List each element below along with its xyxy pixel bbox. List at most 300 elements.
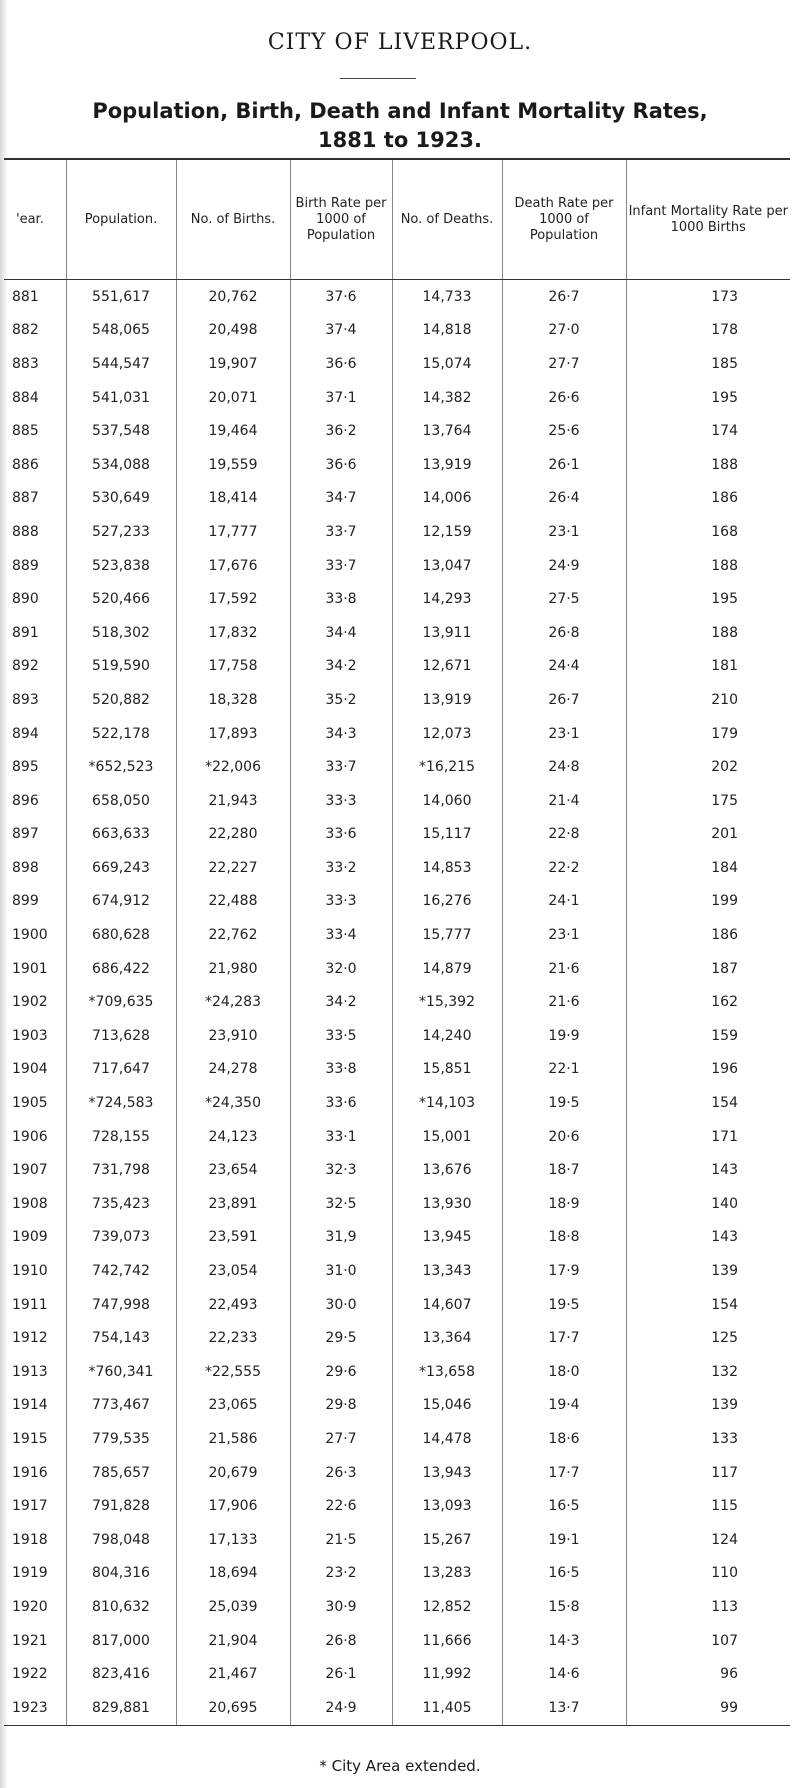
table-row [4, 1456, 790, 1490]
deaths-cell: 16,276 [392, 885, 502, 919]
death-rate-cell: 18·6 [502, 1422, 626, 1456]
infant-mortality-cell: 115 [711, 1498, 738, 1515]
infant-mortality-cell: 186 [711, 927, 738, 944]
table-row [4, 1120, 790, 1154]
deaths-cell: 13,919 [392, 683, 502, 717]
population-cell: 754,143 [66, 1321, 176, 1355]
population-cell: 519,590 [66, 650, 176, 684]
col-header-deaths: No. of Deaths. [392, 159, 502, 280]
year-cell: 897 [4, 818, 66, 852]
population-cell: 520,466 [66, 582, 176, 616]
births-cell: 23,054 [176, 1254, 290, 1288]
year-cell: 1901 [4, 952, 66, 986]
birth-rate-cell: 33·6 [290, 1086, 392, 1120]
population-cell: 534,088 [66, 448, 176, 482]
table-header-row [4, 159, 790, 280]
birth-rate-cell: 33·3 [290, 885, 392, 919]
death-rate-cell: 18·0 [502, 1355, 626, 1389]
births-cell: 22,227 [176, 851, 290, 885]
deaths-cell: 14,607 [392, 1288, 502, 1322]
death-rate-cell: 25·6 [502, 414, 626, 448]
population-cell: 551,617 [66, 280, 176, 314]
year-cell: 893 [4, 683, 66, 717]
birth-rate-cell: 34·4 [290, 616, 392, 650]
table-row [4, 1221, 790, 1255]
infant-mortality-cell: 132 [711, 1363, 738, 1380]
deaths-cell: 13,930 [392, 1187, 502, 1221]
table-row [4, 885, 790, 919]
infant-mortality-cell: 171 [711, 1128, 738, 1145]
page-title [0, 97, 800, 155]
infant-mortality-cell: 139 [711, 1263, 738, 1280]
year-cell: 1922 [4, 1657, 66, 1691]
birth-rate-cell: 33·7 [290, 515, 392, 549]
deaths-cell: 15,267 [392, 1523, 502, 1557]
birth-rate-cell: 34·3 [290, 717, 392, 751]
death-rate-cell: 19·5 [502, 1288, 626, 1322]
birth-rate-cell: 23·2 [290, 1557, 392, 1591]
year-cell: 885 [4, 414, 66, 448]
death-rate-cell: 27·0 [502, 314, 626, 348]
table-row [4, 1691, 790, 1725]
population-cell: 537,548 [66, 414, 176, 448]
deaths-cell: 13,364 [392, 1321, 502, 1355]
deaths-cell: 14,879 [392, 952, 502, 986]
deaths-cell: 12,159 [392, 515, 502, 549]
death-rate-cell: 24·8 [502, 750, 626, 784]
population-cell: 798,048 [66, 1523, 176, 1557]
population-cell: 747,998 [66, 1288, 176, 1322]
table-row [4, 1624, 790, 1658]
population-cell: 527,233 [66, 515, 176, 549]
births-cell: 17,133 [176, 1523, 290, 1557]
deaths-cell: 14,818 [392, 314, 502, 348]
infant-mortality-cell: 154 [711, 1095, 738, 1112]
infant-mortality-cell: 196 [711, 1061, 738, 1078]
birth-rate-cell: 37·6 [290, 280, 392, 314]
births-cell: *24,350 [176, 1086, 290, 1120]
population-cell: 810,632 [66, 1590, 176, 1624]
deaths-cell: 15,046 [392, 1389, 502, 1423]
death-rate-cell: 22·2 [502, 851, 626, 885]
infant-mortality-cell: 186 [711, 490, 738, 507]
year-cell: 889 [4, 549, 66, 583]
year-cell: 1923 [4, 1691, 66, 1725]
population-cell: 785,657 [66, 1456, 176, 1490]
table-row [4, 717, 790, 751]
death-rate-cell: 20·6 [502, 1120, 626, 1154]
table-row [4, 750, 790, 784]
infant-mortality-cell: 99 [626, 1691, 790, 1725]
year-cell: 1904 [4, 1053, 66, 1087]
year-cell: 1906 [4, 1120, 66, 1154]
death-rate-cell: 18·9 [502, 1187, 626, 1221]
table-row [4, 1523, 790, 1557]
deaths-cell: 13,283 [392, 1557, 502, 1591]
population-cell: 804,316 [66, 1557, 176, 1591]
deaths-cell: 14,006 [392, 482, 502, 516]
deaths-cell: *15,392 [392, 985, 502, 1019]
death-rate-cell: 22·1 [502, 1053, 626, 1087]
births-cell: 17,832 [176, 616, 290, 650]
table-row [4, 448, 790, 482]
birth-rate-cell: 31,9 [290, 1221, 392, 1255]
table-row [4, 683, 790, 717]
year-cell: 1915 [4, 1422, 66, 1456]
births-cell: 23,591 [176, 1221, 290, 1255]
infant-mortality-cell: 140 [711, 1195, 738, 1212]
population-cell: 791,828 [66, 1489, 176, 1523]
table-row [4, 549, 790, 583]
birth-rate-cell: 33·4 [290, 918, 392, 952]
death-rate-cell: 17·9 [502, 1254, 626, 1288]
year-cell: 1918 [4, 1523, 66, 1557]
table-row [4, 347, 790, 381]
deaths-cell: 12,852 [392, 1590, 502, 1624]
births-cell: 20,695 [176, 1691, 290, 1725]
table-row [4, 381, 790, 415]
year-cell: 1914 [4, 1389, 66, 1423]
deaths-cell: *14,103 [392, 1086, 502, 1120]
title-line-2: 1881 to 1923. [318, 128, 482, 152]
year-cell: 896 [4, 784, 66, 818]
table-row [4, 1590, 790, 1624]
births-cell: 23,910 [176, 1019, 290, 1053]
population-cell: 663,633 [66, 818, 176, 852]
infant-mortality-cell: 110 [711, 1565, 738, 1582]
deaths-cell: 14,293 [392, 582, 502, 616]
infant-mortality-cell: 154 [711, 1296, 738, 1313]
table-row [4, 1355, 790, 1389]
infant-mortality-cell: 188 [711, 456, 738, 473]
death-rate-cell: 13·7 [502, 1691, 626, 1725]
deaths-cell: 14,478 [392, 1422, 502, 1456]
birth-rate-cell: 33·8 [290, 582, 392, 616]
births-cell: 19,559 [176, 448, 290, 482]
population-cell: *709,635 [66, 985, 176, 1019]
population-cell: 823,416 [66, 1657, 176, 1691]
table-row [4, 1254, 790, 1288]
death-rate-cell: 21·6 [502, 985, 626, 1019]
births-cell: 23,654 [176, 1153, 290, 1187]
header-rule [340, 78, 416, 79]
death-rate-cell: 23·1 [502, 717, 626, 751]
year-cell: 887 [4, 482, 66, 516]
population-cell: 717,647 [66, 1053, 176, 1087]
births-cell: 23,891 [176, 1187, 290, 1221]
year-cell: 898 [4, 851, 66, 885]
year-cell: 1907 [4, 1153, 66, 1187]
birth-rate-cell: 21·5 [290, 1523, 392, 1557]
birth-rate-cell: 32·3 [290, 1153, 392, 1187]
deaths-cell: 13,093 [392, 1489, 502, 1523]
year-cell: 1911 [4, 1288, 66, 1322]
death-rate-cell: 19·4 [502, 1389, 626, 1423]
population-cell: 713,628 [66, 1019, 176, 1053]
infant-mortality-cell: 179 [711, 725, 738, 742]
births-cell: 18,694 [176, 1557, 290, 1591]
infant-mortality-cell: 173 [711, 288, 738, 305]
birth-rate-cell: 32·0 [290, 952, 392, 986]
infant-mortality-cell: 199 [711, 893, 738, 910]
table-row [4, 314, 790, 348]
births-cell: 17,592 [176, 582, 290, 616]
infant-mortality-cell: 125 [711, 1330, 738, 1347]
death-rate-cell: 24·4 [502, 650, 626, 684]
births-cell: 22,762 [176, 918, 290, 952]
death-rate-cell: 27·7 [502, 347, 626, 381]
population-cell: 739,073 [66, 1221, 176, 1255]
year-cell: 895 [4, 750, 66, 784]
title-line-1: Population, Birth, Death and Infant Mortality Rates, [92, 99, 708, 123]
death-rate-cell: 24·9 [502, 549, 626, 583]
births-cell: 17,893 [176, 717, 290, 751]
population-cell: 548,065 [66, 314, 176, 348]
table-row [4, 985, 790, 1019]
infant-mortality-cell: 195 [711, 591, 738, 608]
deaths-cell: 12,073 [392, 717, 502, 751]
death-rate-cell: 26·7 [502, 280, 626, 314]
table-row [4, 515, 790, 549]
births-cell: 22,493 [176, 1288, 290, 1322]
population-cell: *760,341 [66, 1355, 176, 1389]
death-rate-cell: 23·1 [502, 515, 626, 549]
table-row [4, 650, 790, 684]
table-body [4, 280, 790, 1726]
birth-rate-cell: 29·8 [290, 1389, 392, 1423]
population-cell: 742,742 [66, 1254, 176, 1288]
year-cell: 1908 [4, 1187, 66, 1221]
deaths-cell: 14,240 [392, 1019, 502, 1053]
year-cell: 1912 [4, 1321, 66, 1355]
death-rate-cell: 21·4 [502, 784, 626, 818]
death-rate-cell: 14·6 [502, 1657, 626, 1691]
death-rate-cell: 16·5 [502, 1489, 626, 1523]
births-cell: 22,233 [176, 1321, 290, 1355]
birth-rate-cell: 34·2 [290, 985, 392, 1019]
deaths-cell: 13,943 [392, 1456, 502, 1490]
year-cell: 891 [4, 616, 66, 650]
births-cell: 20,498 [176, 314, 290, 348]
table-row [4, 1288, 790, 1322]
table-row [4, 582, 790, 616]
infant-mortality-cell: 210 [711, 691, 738, 708]
death-rate-cell: 19·1 [502, 1523, 626, 1557]
table-row [4, 1489, 790, 1523]
birth-rate-cell: 36·6 [290, 448, 392, 482]
infant-mortality-cell: 201 [711, 826, 738, 843]
births-cell: 17,777 [176, 515, 290, 549]
year-cell: 1900 [4, 918, 66, 952]
infant-mortality-cell: 162 [711, 994, 738, 1011]
deaths-cell: 13,343 [392, 1254, 502, 1288]
year-cell: 881 [4, 280, 66, 314]
col-header-year: 'ear. [4, 159, 66, 280]
birth-rate-cell: 26·3 [290, 1456, 392, 1490]
death-rate-cell: 26·4 [502, 482, 626, 516]
year-cell: 1921 [4, 1624, 66, 1658]
page-header: CITY OF LIVERPOOL. [267, 30, 533, 55]
infant-mortality-cell: 143 [711, 1229, 738, 1246]
infant-mortality-cell: 139 [711, 1397, 738, 1414]
death-rate-cell: 26·7 [502, 683, 626, 717]
deaths-cell: 12,671 [392, 650, 502, 684]
births-cell: 24,278 [176, 1053, 290, 1087]
table-row [4, 1422, 790, 1456]
births-cell: 19,907 [176, 347, 290, 381]
infant-mortality-cell: 107 [711, 1632, 738, 1649]
deaths-cell: 15,851 [392, 1053, 502, 1087]
death-rate-cell: 24·1 [502, 885, 626, 919]
deaths-cell: 14,853 [392, 851, 502, 885]
births-cell: 19,464 [176, 414, 290, 448]
col-header-death-rate: Death Rate per 1000 of Population [502, 159, 626, 280]
birth-rate-cell: 33·5 [290, 1019, 392, 1053]
infant-mortality-cell: 184 [711, 859, 738, 876]
deaths-cell: 11,666 [392, 1624, 502, 1658]
deaths-cell: 15,074 [392, 347, 502, 381]
deaths-cell: *13,658 [392, 1355, 502, 1389]
birth-rate-cell: 33·8 [290, 1053, 392, 1087]
birth-rate-cell: 29·5 [290, 1321, 392, 1355]
population-cell: 674,912 [66, 885, 176, 919]
birth-rate-cell: 36·6 [290, 347, 392, 381]
population-cell: 541,031 [66, 381, 176, 415]
birth-rate-cell: 37·4 [290, 314, 392, 348]
death-rate-cell: 22·8 [502, 818, 626, 852]
population-cell: 686,422 [66, 952, 176, 986]
year-cell: 1917 [4, 1489, 66, 1523]
deaths-cell: 13,945 [392, 1221, 502, 1255]
table-row [4, 616, 790, 650]
deaths-cell: 15,777 [392, 918, 502, 952]
table-row [4, 1019, 790, 1053]
table-row [4, 952, 790, 986]
births-cell: *24,283 [176, 985, 290, 1019]
table-row [4, 1053, 790, 1087]
table-row [4, 1086, 790, 1120]
population-cell: 658,050 [66, 784, 176, 818]
birth-rate-cell: 34·2 [290, 650, 392, 684]
population-cell: 523,838 [66, 549, 176, 583]
infant-mortality-cell: 168 [711, 523, 738, 540]
deaths-cell: 15,117 [392, 818, 502, 852]
year-cell: 886 [4, 448, 66, 482]
year-cell: 890 [4, 582, 66, 616]
population-cell: 530,649 [66, 482, 176, 516]
table-row [4, 1389, 790, 1423]
deaths-cell: 13,047 [392, 549, 502, 583]
deaths-cell: 11,992 [392, 1657, 502, 1691]
births-cell: 20,679 [176, 1456, 290, 1490]
year-cell: 888 [4, 515, 66, 549]
table-row [4, 482, 790, 516]
deaths-cell: 14,382 [392, 381, 502, 415]
births-cell: 20,071 [176, 381, 290, 415]
infant-mortality-cell: 188 [711, 557, 738, 574]
population-cell: 544,547 [66, 347, 176, 381]
year-cell: 892 [4, 650, 66, 684]
birth-rate-cell: 31·0 [290, 1254, 392, 1288]
death-rate-cell: 26·1 [502, 448, 626, 482]
infant-mortality-cell: 174 [711, 423, 738, 440]
infant-mortality-cell: 175 [711, 792, 738, 809]
infant-mortality-cell: 124 [711, 1531, 738, 1548]
births-cell: 22,280 [176, 818, 290, 852]
population-cell: 731,798 [66, 1153, 176, 1187]
population-cell: 829,881 [66, 1691, 176, 1725]
births-cell: 17,676 [176, 549, 290, 583]
table-row [4, 784, 790, 818]
infant-mortality-cell: 113 [711, 1598, 738, 1615]
population-cell: 669,243 [66, 851, 176, 885]
death-rate-cell: 14·3 [502, 1624, 626, 1658]
year-cell: 1916 [4, 1456, 66, 1490]
death-rate-cell: 15·8 [502, 1590, 626, 1624]
year-cell: 1905 [4, 1086, 66, 1120]
birth-rate-cell: 33·7 [290, 750, 392, 784]
population-cell: 522,178 [66, 717, 176, 751]
birth-rate-cell: 22·6 [290, 1489, 392, 1523]
death-rate-cell: 26·8 [502, 616, 626, 650]
births-cell: 21,980 [176, 952, 290, 986]
footnote: * City Area extended. [319, 1757, 481, 1775]
birth-rate-cell: 27·7 [290, 1422, 392, 1456]
infant-mortality-cell: 143 [711, 1162, 738, 1179]
population-cell: *652,523 [66, 750, 176, 784]
col-header-infant-mortality: Infant Mortality Rate per 1000 Births [626, 159, 790, 280]
birth-rate-cell: 33·2 [290, 851, 392, 885]
births-cell: 21,586 [176, 1422, 290, 1456]
population-cell: 680,628 [66, 918, 176, 952]
year-cell: 899 [4, 885, 66, 919]
infant-mortality-cell: 117 [711, 1464, 738, 1481]
birth-rate-cell: 33·1 [290, 1120, 392, 1154]
death-rate-cell: 16·5 [502, 1557, 626, 1591]
births-cell: 18,328 [176, 683, 290, 717]
deaths-cell: 13,676 [392, 1153, 502, 1187]
population-cell: 520,882 [66, 683, 176, 717]
births-cell: *22,006 [176, 750, 290, 784]
infant-mortality-cell: 195 [711, 389, 738, 406]
births-cell: 24,123 [176, 1120, 290, 1154]
death-rate-cell: 19·9 [502, 1019, 626, 1053]
death-rate-cell: 27·5 [502, 582, 626, 616]
infant-mortality-cell: 96 [720, 1666, 738, 1683]
year-cell: 1909 [4, 1221, 66, 1255]
birth-rate-cell: 30·9 [290, 1590, 392, 1624]
death-rate-cell: 26·6 [502, 381, 626, 415]
year-cell: 1902 [4, 985, 66, 1019]
population-cell: 817,000 [66, 1624, 176, 1658]
infant-mortality-cell: 202 [711, 759, 738, 776]
year-cell: 883 [4, 347, 66, 381]
birth-rate-cell: 33·6 [290, 818, 392, 852]
year-cell: 1903 [4, 1019, 66, 1053]
births-cell: 18,414 [176, 482, 290, 516]
death-rate-cell: 18·8 [502, 1221, 626, 1255]
birth-rate-cell: 30·0 [290, 1288, 392, 1322]
death-rate-cell: 21·6 [502, 952, 626, 986]
birth-rate-cell: 29·6 [290, 1355, 392, 1389]
year-cell: 1913 [4, 1355, 66, 1389]
col-header-population: Population. [66, 159, 176, 280]
population-cell: 779,535 [66, 1422, 176, 1456]
year-cell: 1910 [4, 1254, 66, 1288]
table-row [4, 851, 790, 885]
col-header-birth-rate: Birth Rate per 1000 of Population [290, 159, 392, 280]
death-rate-cell: 17·7 [502, 1321, 626, 1355]
